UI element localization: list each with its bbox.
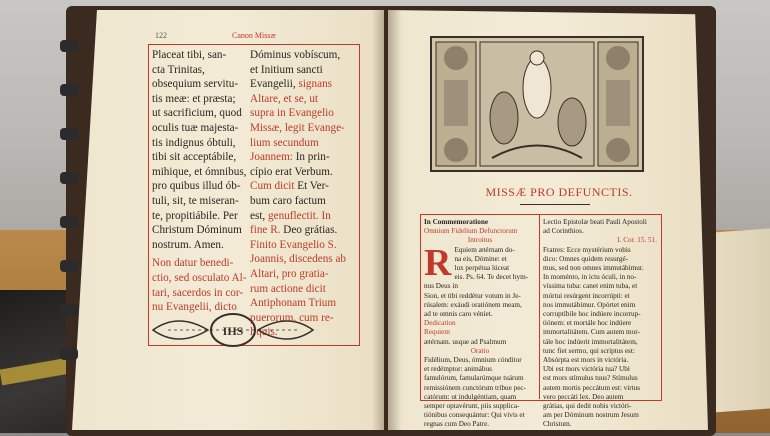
- text-line: ad te omnis caro véniet.: [424, 310, 493, 319]
- text-line: tuli, sit, te miseran-: [152, 194, 239, 207]
- resurrection-scene: [432, 38, 642, 170]
- text-line: est,: [250, 209, 266, 222]
- text-line: tále hoc indúerit immortalitátem,: [543, 337, 638, 346]
- left-col1: [152, 48, 256, 315]
- title-rule: [520, 204, 590, 205]
- text-line: Et Ver-: [297, 180, 329, 193]
- text-line: In moménto, in ictu óculi, in no-: [543, 273, 637, 282]
- text-line: Placeat tibi, san-: [152, 49, 227, 61]
- binding-ring: [60, 216, 78, 228]
- text-line: Equiem ætérnam do-: [454, 245, 515, 254]
- rubric-line: Antiphonam Trium: [250, 297, 337, 310]
- text-line: Deo grátias.: [283, 224, 338, 237]
- text-line: famulórum, famularúmque tuárum: [424, 374, 524, 383]
- text-line: am per Dóminum nostrum Jesum: [543, 411, 639, 420]
- text-line: Fidélium, Deus, ómnium cónditor: [424, 356, 522, 365]
- engraving-illustration: [430, 36, 644, 172]
- text-line: In prin-: [295, 151, 330, 164]
- right-col1: [424, 218, 536, 430]
- rubric-line: liquis.: [250, 326, 278, 339]
- text-line: te, propitiábile. Per: [152, 209, 238, 222]
- text-line: mihique, et ómnibus,: [152, 165, 247, 178]
- text-line: tis meæ: et præsta;: [152, 92, 236, 105]
- left-col2: [250, 48, 358, 340]
- text-line: cípio erat Verbum.: [250, 165, 333, 178]
- rubric-line: ctio, sed osculato Al-: [152, 271, 247, 284]
- text-line: dico: Omnes quidem resurgé-: [543, 254, 629, 263]
- rubric-line: Oratio: [470, 346, 490, 355]
- text-line: catórum: ut indulgéntiam, quam: [424, 392, 517, 401]
- text-line: Sion, et tibi reddétur votum in Je-: [424, 291, 521, 300]
- binding-ring: [60, 40, 78, 52]
- text-line: Christum.: [543, 420, 572, 429]
- rubric-line: tari, sacerdos in cor-: [152, 286, 244, 299]
- text-line: nos immutábimur. Opórtet enim: [543, 300, 636, 309]
- rubric-line: In: [321, 209, 331, 222]
- text-line: tunc fiet sermo, qui scriptus est:: [543, 346, 635, 355]
- text-line: pro quibus illud ób-: [152, 180, 241, 193]
- text-line: est mors stímulus tuus? Stímulus: [543, 374, 638, 383]
- section-title: MISSÆ PRO DEFUNCTIS.: [485, 185, 633, 199]
- right-col2: [543, 218, 657, 430]
- rubric-line: genuflectit.: [268, 209, 319, 222]
- text-line: nostrum. Amen.: [152, 238, 224, 251]
- rubric-line: Requiem: [424, 328, 450, 337]
- binding-ring: [60, 128, 78, 140]
- text-line: bum caro factum: [250, 194, 326, 207]
- text-line: tiónibus consequántur: Qui vivis et: [424, 411, 525, 420]
- text-line: ad Corinthios.: [543, 227, 584, 236]
- rubric-line: Dedication: [424, 319, 456, 328]
- rubric-line: nu Evangelii, dicto: [152, 301, 237, 314]
- text-line: Lectio Epistolæ beati Pauli Apostoli: [543, 218, 647, 226]
- text-line: oculis tuæ majesta-: [152, 121, 239, 134]
- text-line: mórtui resúrgent incorrúpti: et: [543, 291, 630, 300]
- rubric-line: Altare, et se, ut: [250, 92, 319, 105]
- text-line: obsequium servitu-: [152, 78, 239, 91]
- text-line: lux perpétua lúceat: [454, 264, 510, 273]
- scripture-reference: I. Cor. 15. 51.: [617, 236, 657, 245]
- binding-ring: [60, 172, 78, 184]
- page-number: 122: [155, 31, 167, 40]
- rubric-line: rum actione dicit: [250, 282, 326, 295]
- text-line: Dóminus vobíscum,: [250, 49, 341, 61]
- rubric-line: Joannis, discedens ab: [250, 253, 347, 266]
- text-line: ut sacrificium, quod: [152, 107, 242, 120]
- text-line: corruptíbile hoc indúere incorrup-: [543, 310, 641, 319]
- text-line: tibi sit acceptábile,: [152, 151, 237, 164]
- text-line: vero peccáti lex. Deo autem: [543, 392, 624, 401]
- binding-ring: [60, 260, 78, 272]
- text-line: víssima tuba: canet enim tuba, et: [543, 282, 638, 291]
- binding-ring: [60, 304, 78, 316]
- text-line: rúsalem: exáudi oratiónem meam,: [424, 300, 522, 309]
- text-line: na eis, Dómine: et: [454, 254, 507, 263]
- text-line: immortalitátem. Cum autem mor-: [543, 328, 640, 337]
- binding-ring: [60, 348, 78, 360]
- text-line: et redémptor: animábus: [424, 365, 492, 374]
- drop-capital: R: [424, 245, 452, 283]
- rubric-line: lium secundum: [250, 136, 319, 149]
- text-line: semper optavérunt, piis supplica-: [424, 402, 520, 411]
- column-divider: [539, 214, 540, 399]
- rubric-line: Altari, pro gratia-: [250, 267, 329, 280]
- rubric-line: puerorum.: [250, 311, 297, 324]
- rubric-line: Cum dicit: [250, 180, 295, 193]
- text-line: et Initium sancti: [250, 63, 323, 76]
- text-line: Ubi est mors victória tua? Ubi: [543, 365, 630, 374]
- text-line: Absórpta est mors in victória.: [543, 356, 629, 365]
- text-line: remissiónem cunctórum tríbue pec-: [424, 383, 526, 392]
- text-line: ætérnam. usque ad Psalmum: [424, 337, 507, 346]
- text-line: Fratres: Ecce mystérium vobis: [543, 245, 631, 254]
- text-line: tiónem: et mortále hoc indúere: [543, 319, 632, 328]
- text-line: mus, sed non omnes immutábimur.: [543, 264, 644, 273]
- text-line: regnas cum Deo Patre.: [424, 420, 490, 429]
- book-gutter: [372, 10, 402, 434]
- rubric-line: signans: [298, 78, 333, 91]
- text-line: cta Trinitas,: [152, 63, 205, 76]
- text-line: eis. Ps. 64. Te decet hym-: [454, 273, 529, 282]
- rubric-line: cum re-: [299, 311, 334, 324]
- rubric-line: fine R.: [250, 224, 281, 237]
- text-line: Evangelii,: [250, 78, 296, 91]
- rubric-line: Joannem:: [250, 151, 293, 164]
- rubric-line: Omnium Fidelium Defunctorum: [424, 227, 518, 236]
- text-line: autem mortis peccátum est: virtus: [543, 383, 641, 392]
- running-header: Canon Missæ: [232, 31, 276, 40]
- rubric-line: Finito Evangelio S.: [250, 238, 337, 251]
- text-line: Christum Dóminum: [152, 224, 242, 237]
- rubric-line: Non datur benedi-: [152, 257, 234, 270]
- ihs-ornament: [148, 310, 318, 350]
- rubric-line: Missæ, legit Evange-: [250, 121, 345, 134]
- binding-ring: [60, 84, 78, 96]
- section-heading: In Commemoratione: [424, 218, 489, 226]
- text-line: tis indignus óbtuli,: [152, 136, 236, 149]
- text-line: grátias, qui dedit nobis victóri-: [543, 402, 632, 411]
- text-line: nus Deus in: [424, 282, 458, 291]
- ihs-monogram: IHS: [222, 324, 244, 338]
- rubric-line: supra in Evangelio: [250, 107, 334, 120]
- adjacent-book: [712, 227, 770, 412]
- rubric-line: Introitus: [467, 236, 493, 245]
